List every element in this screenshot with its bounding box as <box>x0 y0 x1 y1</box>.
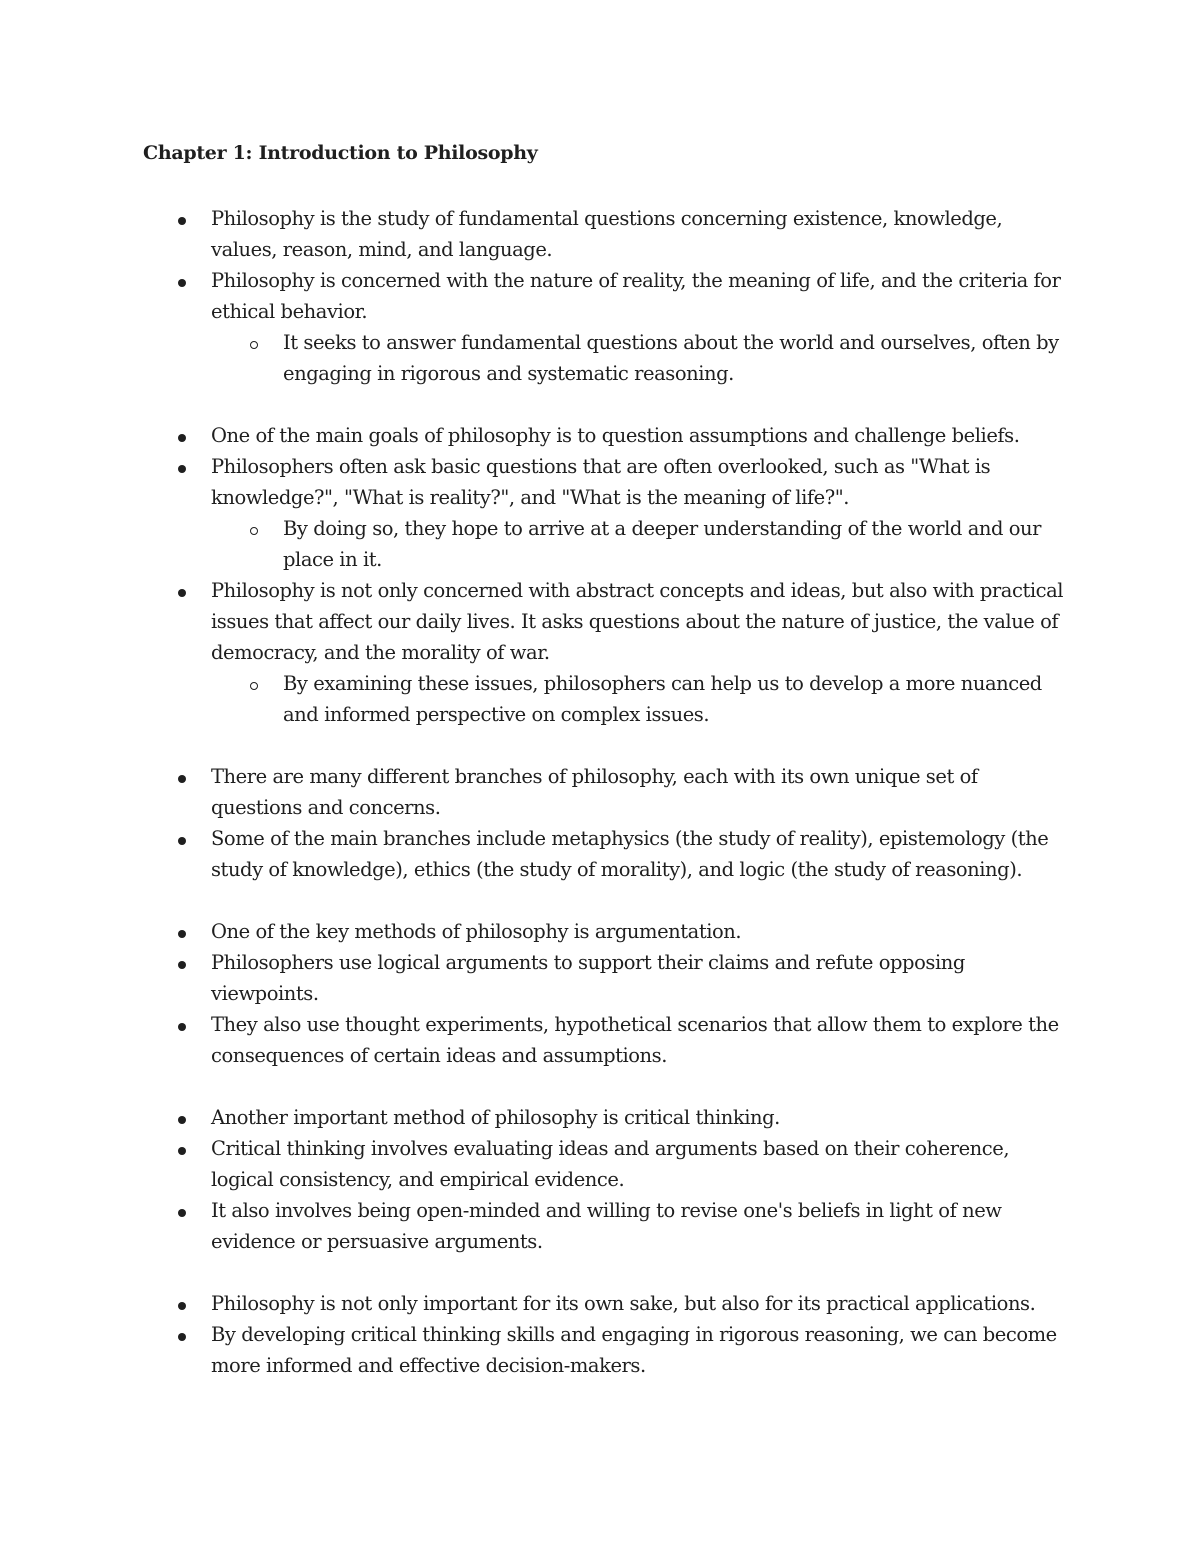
filled-bullet-icon <box>178 1116 186 1124</box>
list-item-text: Philosophers use logical arguments to support their claims and refute opposing viewpoints. <box>211 951 965 1005</box>
list-item-text: Another important method of philosophy is critical thinking. <box>211 1106 780 1129</box>
filled-bullet-icon <box>178 961 186 969</box>
filled-bullet-icon <box>178 837 186 845</box>
hollow-bullet-icon <box>250 682 258 690</box>
sub-list-item <box>0 513 1073 575</box>
list-item-text: They also use thought experiments, hypothetical scenarios that allow them to explore the consequences of certain ideas and assumptions. <box>211 1013 1059 1067</box>
list-item-text: Philosophers often ask basic questions that are often overlooked, such as "What is knowledge?", "What is reality?", and "What is the meaning of life?". <box>211 455 991 509</box>
filled-bullet-icon <box>178 465 186 473</box>
filled-bullet-icon <box>178 1147 186 1155</box>
list-item <box>0 1319 1071 1381</box>
list-item-text: Philosophy is the study of fundamental questions concerning existence, knowledge, values, reason, mind, and language. <box>211 207 1003 261</box>
hollow-bullet-icon <box>250 527 258 535</box>
list-item <box>0 203 1071 265</box>
list-item <box>0 1195 1071 1257</box>
list-item <box>0 451 1071 513</box>
filled-bullet-icon <box>178 1333 186 1341</box>
list-item-text: By doing so, they hope to arrive at a deeper understanding of the world and our place in it. <box>283 517 1042 571</box>
filled-bullet-icon <box>178 930 186 938</box>
sub-list-item <box>0 327 1073 389</box>
list-item-text: One of the main goals of philosophy is to question assumptions and challenge beliefs. <box>211 424 1020 447</box>
list-item <box>0 1009 1071 1071</box>
filled-bullet-icon <box>178 589 186 597</box>
list-item <box>0 420 1071 451</box>
filled-bullet-icon <box>178 1302 186 1310</box>
list-item-text: By developing critical thinking skills and engaging in rigorous reasoning, we can become more informed and effective decision-makers. <box>211 1323 1057 1377</box>
list-item <box>0 1133 1071 1195</box>
list-item-text: By examining these issues, philosophers can help us to develop a more nuanced and informed perspective on complex issues. <box>283 672 1042 726</box>
list-item-text: Critical thinking involves evaluating ideas and arguments based on their coherence, logical consistency, and empirical evidence. <box>211 1137 1010 1191</box>
list-item <box>0 1288 1071 1319</box>
list-item-text: Philosophy is concerned with the nature of reality, the meaning of life, and the criteria for ethical behavior. <box>211 269 1061 323</box>
list-item-text: Philosophy is not only concerned with abstract concepts and ideas, but also with practical issues that affect our daily lives. It asks questions about the nature of justice, the value of democracy, and the morality of war. <box>211 579 1064 664</box>
bullet-list <box>0 203 1200 1381</box>
filled-bullet-icon <box>178 434 186 442</box>
filled-bullet-icon <box>178 1209 186 1217</box>
hollow-bullet-icon <box>250 341 258 349</box>
list-item-text: It seeks to answer fundamental questions about the world and ourselves, often by engaging in rigorous and systematic reasoning. <box>283 331 1059 385</box>
list-item-text: Some of the main branches include metaphysics (the study of reality), epistemology (the study of knowledge), ethics (the study of morality), and logic (the study of reasoning). <box>211 827 1049 881</box>
list-item-text: There are many different branches of philosophy, each with its own unique set of questions and concerns. <box>211 765 978 819</box>
filled-bullet-icon <box>178 775 186 783</box>
sub-list-item <box>0 668 1073 730</box>
list-item <box>0 575 1071 668</box>
list-item-text: It also involves being open-minded and willing to revise one's beliefs in light of new evidence or persuasive arguments. <box>211 1199 1002 1253</box>
filled-bullet-icon <box>178 217 186 225</box>
list-item <box>0 823 1071 885</box>
filled-bullet-icon <box>178 279 186 287</box>
filled-bullet-icon <box>178 1023 186 1031</box>
list-item-text: Philosophy is not only important for its own sake, but also for its practical applications. <box>211 1292 1036 1315</box>
list-item <box>0 916 1071 947</box>
list-item <box>0 761 1071 823</box>
list-item <box>0 265 1071 327</box>
list-item <box>0 947 1071 1009</box>
list-item <box>0 1102 1071 1133</box>
list-item-text: One of the key methods of philosophy is argumentation. <box>211 920 742 943</box>
page-title: Chapter 1: Introduction to Philosophy <box>143 142 538 164</box>
